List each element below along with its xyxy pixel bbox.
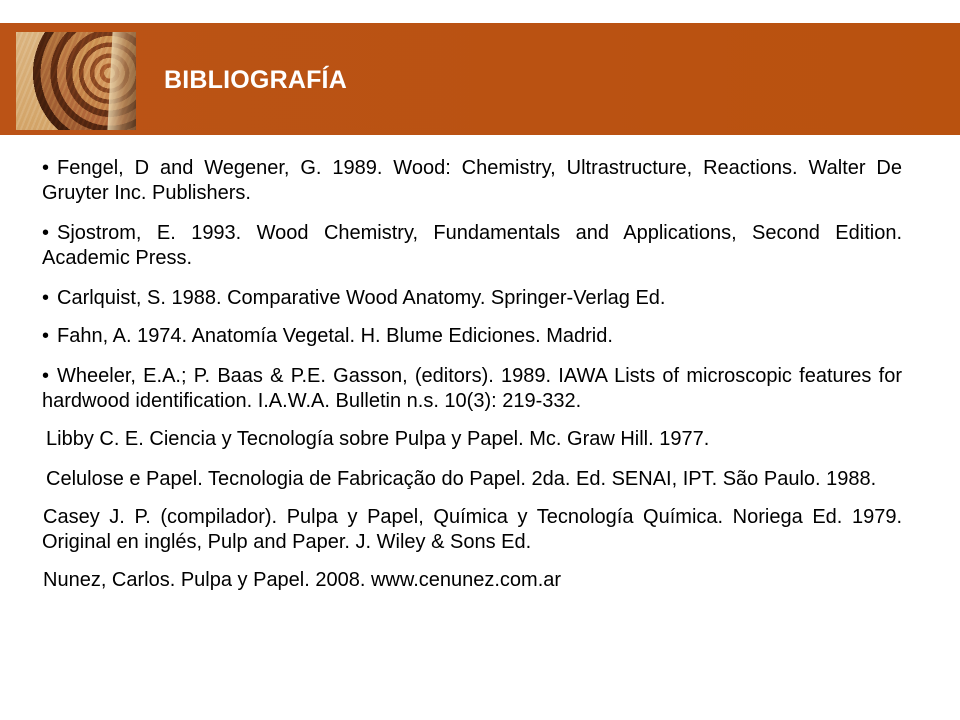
reference-text: Nunez, Carlos. Pulpa y Papel. 2008. www.cenunez.com.ar	[43, 569, 562, 591]
reference-text: Fahn, A. 1974. Anatomía Vegetal. H. Blume Ediciones. Madrid.	[57, 325, 613, 347]
bibliography-list	[42, 156, 902, 605]
reference-item-fahn	[42, 324, 902, 349]
wood-cross-section-image	[16, 32, 136, 130]
reference-text: Libby C. E. Ciencia y Tecnología sobre Pulpa y Papel. Mc. Graw Hill. 1977.	[46, 428, 710, 450]
reference-text: Celulose e Papel. Tecnologia de Fabricação do Papel. 2da. Ed. SENAI, IPT. São Paulo. 1988.	[46, 468, 877, 490]
reference-item-libby	[42, 427, 902, 452]
page-title: BIBLIOGRAFÍA	[164, 66, 347, 94]
reference-text: Sjostrom, E. 1993. Wood Chemistry, Fundamentals and Applications, Second Edition. Academic Press.	[42, 222, 902, 269]
reference-text: Fengel, D and Wegener, G. 1989. Wood: Chemistry, Ultrastructure, Reactions. Walter De Gruyter Inc. Publishers.	[42, 157, 902, 204]
reference-item-carlquist	[42, 286, 902, 311]
reference-item-casey	[42, 505, 902, 555]
reference-bullet: •	[42, 325, 50, 347]
reference-text: Carlquist, S. 1988. Comparative Wood Anatomy. Springer-Verlag Ed.	[57, 287, 666, 309]
reference-bullet: •	[42, 222, 50, 244]
reference-text: Wheeler, E.A.; P. Baas & P.E. Gasson, (editors). 1989. IAWA Lists of microscopic features for hardwood identification. I.A.W.A. Bulletin n.s. 10(3): 219-332.	[42, 365, 902, 412]
reference-bullet: •	[42, 157, 50, 179]
reference-text: Casey J. P. (compilador). Pulpa y Papel, Química y Tecnología Química. Noriega Ed. 1979. Original en inglés, Pulp and Paper. J. Wiley & Sons Ed.	[42, 506, 902, 553]
reference-item-celulose	[42, 467, 902, 492]
reference-bullet: •	[42, 365, 50, 387]
reference-item-sjostrom	[42, 221, 902, 271]
reference-item-nunez	[42, 568, 902, 593]
title-bar	[0, 23, 960, 135]
reference-item-fengel	[42, 156, 902, 206]
reference-item-wheeler	[42, 364, 902, 414]
reference-bullet: •	[42, 287, 50, 309]
